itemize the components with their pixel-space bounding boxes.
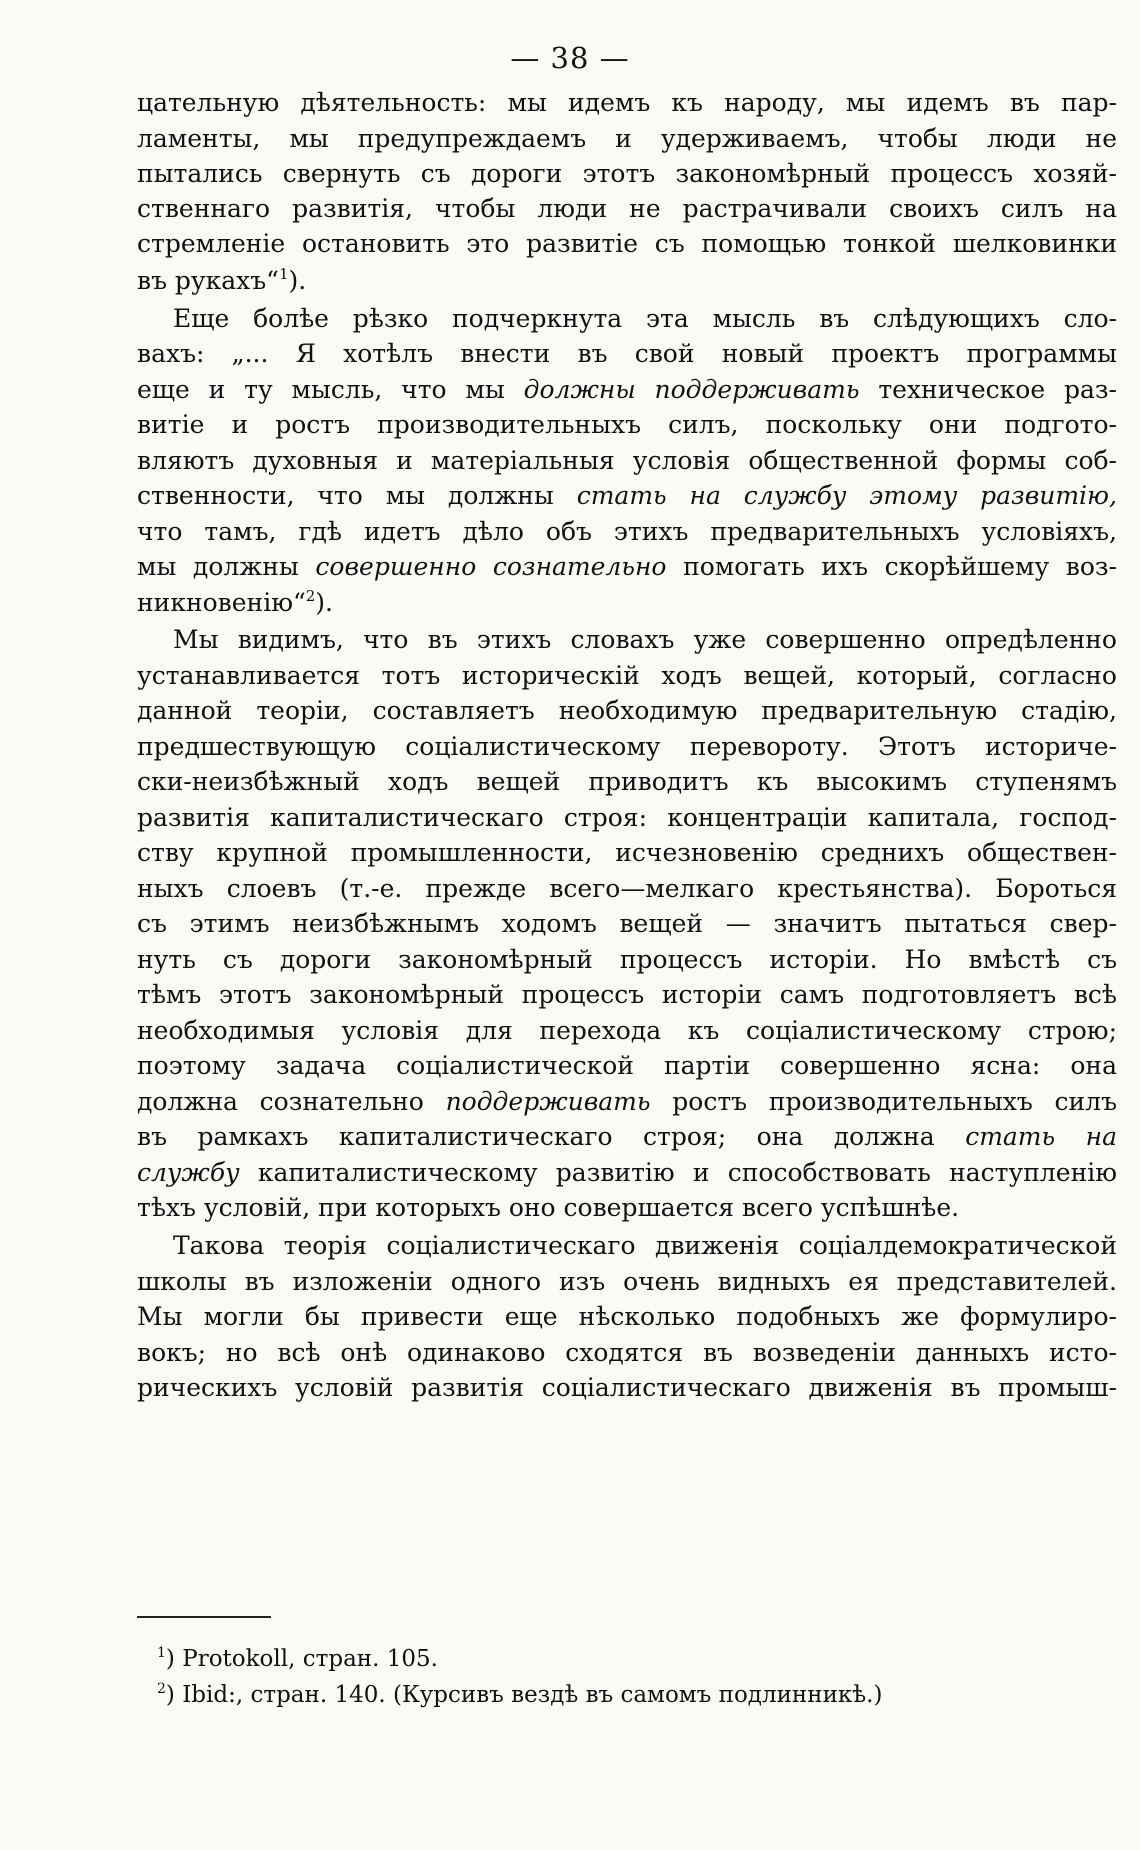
footnote: $^2$) Ibid:, стран. 140. (Курсивъ вездѣ въ самомъ подлинникѣ.) <box>157 1681 883 1708</box>
text-line: цательную дѣятельность: мы идемъ къ народу, мы идемъ въ пар- <box>137 88 1117 117</box>
text-line: развитія капиталистическаго строя: концентраціи капитала, господ- <box>137 803 1117 832</box>
text-line: данной теоріи, составляетъ необходимую предварительную стадію, <box>137 696 1117 725</box>
text-line: никновенію“$^2$). <box>137 587 333 617</box>
text-line: рическихъ условій развитія соціалистическаго движенія въ промыш- <box>137 1373 1117 1402</box>
text-line: вляютъ духовныя и матеріальныя условія общественной формы соб- <box>137 446 1117 475</box>
page-number: — 38 — <box>510 41 630 75</box>
text-line: въ рамкахъ капиталистическаго строя; она должна стать на <box>137 1122 1117 1151</box>
text-line: ству крупной промышленности, исчезновенію среднихъ обществен- <box>137 838 1117 867</box>
text-line: ныхъ слоевъ (т.-е. прежде всего—мелкаго крестьянства). Бороться <box>137 874 1117 903</box>
italic-emphasis: должны поддерживать <box>523 375 860 404</box>
text-line: службу капиталистическому развитію и способствовать наступленію <box>137 1158 1117 1187</box>
text-line: устанавливается тотъ историческій ходъ вещей, который, согласно <box>137 661 1117 690</box>
text-line: ственнаго развитія, чтобы люди не растрачивали своихъ силъ на <box>137 194 1117 223</box>
text-line: въ рукахъ“$^1$). <box>137 265 307 295</box>
text-line: еще и ту мысль, что мы должны поддерживать техническое раз- <box>137 375 1117 404</box>
text-line: вокъ; но всѣ онѣ одинаково сходятся въ возведеніи данныхъ исто- <box>137 1338 1117 1367</box>
text-line: пытались свернуть съ дороги этотъ закономѣрный процессъ хозяй- <box>137 159 1117 188</box>
text-line: тѣмъ этотъ закономѣрный процессъ исторіи самъ подготовляетъ всѣ <box>137 980 1117 1009</box>
text-line: необходимыя условія для перехода къ соціалистическому строю; <box>137 1016 1117 1045</box>
paragraph-first-line: Такова теорія соціалистическаго движенія соціалдемократической <box>173 1231 1117 1260</box>
text-line: ственности, что мы должны стать на службу этому развитію, <box>137 481 1117 510</box>
text-line: ламенты, мы предупреждаемъ и удерживаемъ, чтобы люди не <box>137 124 1117 153</box>
text-line: ски-неизбѣжный ходъ вещей приводитъ къ высокимъ ступенямъ <box>137 767 1117 796</box>
italic-emphasis: службу <box>137 1158 240 1187</box>
text-line: что тамъ, гдѣ идетъ дѣло объ этихъ предварительныхъ условіяхъ, <box>137 517 1117 546</box>
text-line: Мы могли бы привести еще нѣсколько подобныхъ же формулиро- <box>137 1302 1117 1331</box>
italic-emphasis: стать на <box>965 1122 1117 1151</box>
footnote: $^1$) Protokoll, стран. 105. <box>157 1645 438 1672</box>
footnote-mark: 1 <box>278 265 289 283</box>
text-line: стремленіе остановить это развитіе съ помощью тонкой шелковинки <box>137 229 1117 258</box>
footnote-number: 1 <box>157 1645 166 1661</box>
italic-emphasis: поддерживать <box>445 1087 651 1116</box>
footnote-mark: 2 <box>305 587 316 605</box>
text-line: мы должны совершенно сознательно помогать ихъ скорѣйшему воз- <box>137 552 1117 581</box>
text-line: поэтому задача соціалистической партіи совершенно ясна: она <box>137 1051 1117 1080</box>
text-line: предшествующую соціалистическому перевороту. Этотъ историче- <box>137 732 1117 761</box>
paragraph-first-line: Еще болѣе рѣзко подчеркнута эта мысль въ слѣдующихъ сло- <box>173 304 1117 333</box>
paragraph-first-line: Мы видимъ, что въ этихъ словахъ уже совершенно опредѣленно <box>173 625 1117 654</box>
italic-emphasis: совершенно сознательно <box>315 552 667 581</box>
text-line: нуть съ дороги закономѣрный процессъ исторіи. Но вмѣстѣ съ <box>137 945 1117 974</box>
italic-emphasis: стать на службу этому развитію, <box>576 481 1117 510</box>
text-line: вахъ: „... Я хотѣлъ внести въ свой новый проектъ программы <box>137 339 1117 368</box>
footnote-divider <box>137 1616 271 1618</box>
footnote-number: 2 <box>157 1681 166 1697</box>
text-line: съ этимъ неизбѣжнымъ ходомъ вещей — значитъ пытаться свер- <box>137 909 1117 938</box>
text-line: тѣхъ условій, при которыхъ оно совершается всего успѣшнѣе. <box>137 1193 960 1222</box>
text-line: должна сознательно поддерживать ростъ производительныхъ силъ <box>137 1087 1117 1116</box>
text-line: витіе и ростъ производительныхъ силъ, поскольку они подгото- <box>137 410 1117 439</box>
text-line: школы въ изложеніи одного изъ очень видныхъ ея представителей. <box>137 1267 1117 1296</box>
